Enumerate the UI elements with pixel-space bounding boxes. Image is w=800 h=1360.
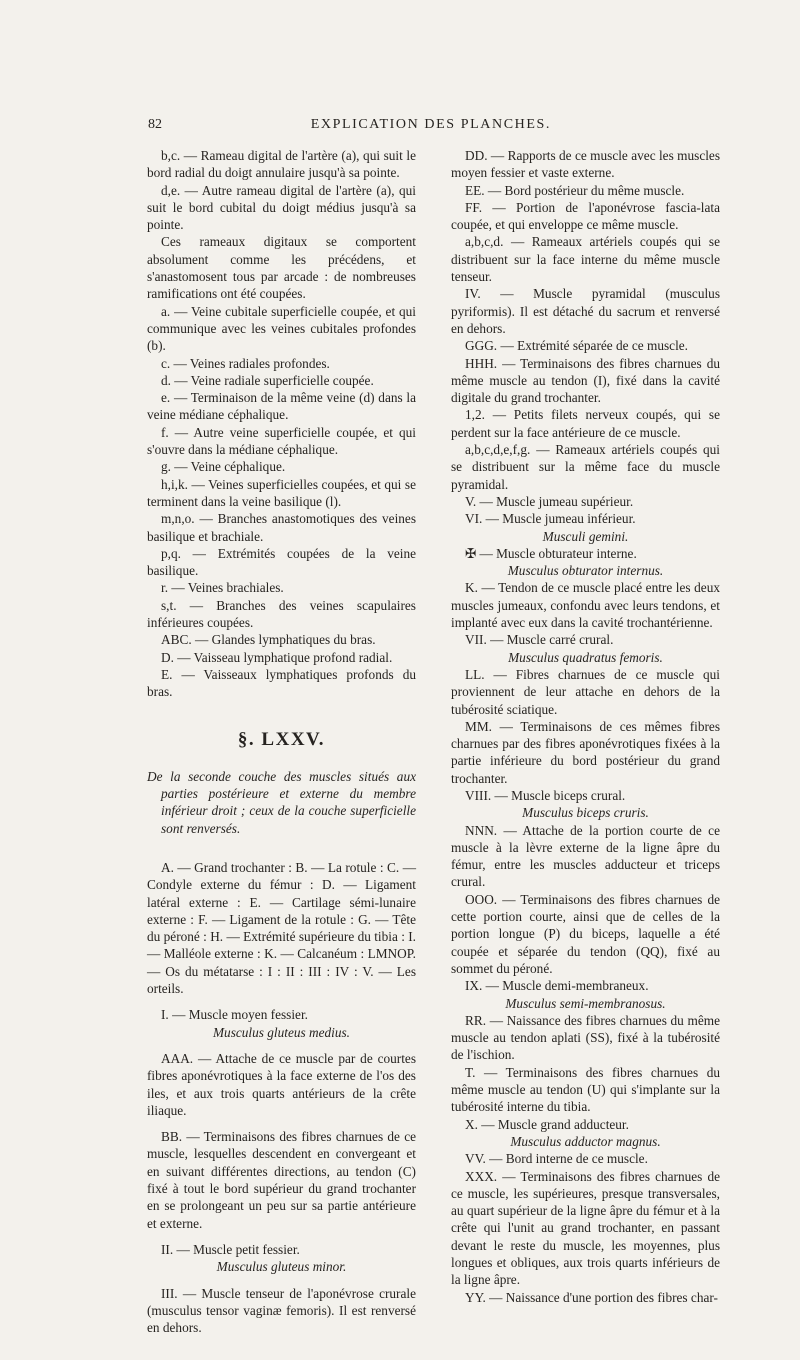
legend-entry: VII. — Muscle carré crural. xyxy=(465,632,614,648)
muscle-entry: BB. — Terminaisons des fibres charnues de ce muscle, lesquelles descendent en convergeant et en suivant différentes directions, au tendon (C) fixé à tout le bord supérieur du grand trochanter en se prolongeant un peu sur sa partie antérieure et externe. xyxy=(147,1129,416,1231)
legend-entry: d,e. — Autre rameau digital de l'artère (a), qui suit le bord cubital du doigt médius jusqu'à sa pointe. xyxy=(147,182,416,233)
muscle-entry: AAA. — Attache de ce muscle par de courtes fibres aponévrotiques à la face externe de l'os des iles, et aux trois quarts antérieurs de la crête iliaque. xyxy=(147,1050,416,1118)
legend-entry: YY. — Naissance d'une portion des fibres char- xyxy=(465,1289,718,1305)
right-column xyxy=(451,147,720,1306)
page-number: 82 xyxy=(148,117,162,132)
legend-entry: h,i,k. — Veines superficielles coupées, et qui se terminent dans la veine basilique (l). xyxy=(147,476,416,509)
legend-entry: EE. — Bord postérieur du même muscle. xyxy=(465,182,685,198)
legend-entry: E. — Vaisseaux lymphatiques profonds du bras. xyxy=(147,666,416,700)
legend-entry: f. — Autre veine superficielle coupée, et qui s'ouvre dans la médiane céphalique. xyxy=(147,424,416,458)
legend-entry: ✠ — Muscle obturateur interne. xyxy=(465,545,637,561)
legend-entry: 1,2. — Petits filets nerveux coupés, qui se perdent sur la face antérieure de ce muscle. xyxy=(451,407,720,440)
legend-entry: HHH. — Terminaisons des fibres charnues du même muscle au tendon (I), fixé dans la cavité digitale du grand trochanter. xyxy=(451,355,720,406)
left-column xyxy=(147,147,416,1336)
legend-entry: RR. — Naissance des fibres charnues du même muscle au tendon aplati (SS), fixé à la tubérosité de l'ischion. xyxy=(451,1012,720,1063)
legend-entry: c. — Veines radiales profondes. xyxy=(161,355,330,371)
latin-muscle-name: Musculus adductor magnus. xyxy=(510,1133,661,1149)
legend-entry: a. — Veine cubitale superficielle coupée, et qui communique avec les veines cubitales profondes (b). xyxy=(147,303,416,354)
latin-muscle-name: Musculus biceps cruris. xyxy=(522,805,649,821)
legend-entry: X. — Muscle grand adducteur. xyxy=(465,1116,629,1132)
legend-entry: a,b,c,d. — Rameaux artériels coupés qui se distribuent sur la face interne du même muscle tenseur. xyxy=(451,234,720,285)
legend-entry: b,c. — Rameau digital de l'artère (a), qui suit le bord radial du doigt annulaire jusqu'à sa pointe. xyxy=(147,148,416,181)
legend-entry: VIII. — Muscle biceps crural. xyxy=(465,787,626,803)
legend-entry: IX. — Muscle demi-membraneux. xyxy=(465,978,649,994)
legend-entry: p,q. — Extrémités coupées de la veine basilique. xyxy=(147,545,416,579)
legend-entry: GGG. — Extrémité séparée de ce muscle. xyxy=(465,338,689,354)
section-summary: De la seconde couche des muscles situés aux parties postérieure et externe du membre inférieur droit ; ceux de la couche superficielle sont renversés. xyxy=(147,768,416,836)
legend-entry: Ces rameaux digitaux se comportent absolument comme les précédens, et s'anastomosent tous par arcade : de nombreuses ramifications ont été coupées. xyxy=(147,234,416,302)
legend-entry: IV. — Muscle pyramidal (musculus pyriformis). Il est détaché du sacrum et renversé en dehors. xyxy=(451,286,720,336)
muscle-entry: III. — Muscle tenseur de l'aponévrose crurale (musculus tensor vaginæ femoris). Il est renversé en dehors. xyxy=(147,1285,416,1336)
legend-entry: DD. — Rapports de ce muscle avec les muscles moyen fessier et vaste externe. xyxy=(451,148,720,181)
legend-entry: T. — Terminaisons des fibres charnues du même muscle au tendon (U) qui s'implante sur la tubérosité interne du tibia. xyxy=(451,1064,720,1115)
muscle-entry: II. — Muscle petit fessier. xyxy=(161,1241,300,1257)
legend-entry: e. — Terminaison de la même veine (d) dans la veine médiane céphalique. xyxy=(147,390,416,423)
page-header xyxy=(148,117,551,135)
section-title: §. LXXV. xyxy=(237,728,326,750)
latin-muscle-name: Musculus gluteus medius. xyxy=(212,1024,351,1040)
legend-entry: OOO. — Terminaisons des fibres charnues de cette portion courte, ainsi que de celles de la portion longue (P) du biceps, laquelle a été coupée et séparée du tendon (QQ), fixé au sommet du péroné. xyxy=(451,891,720,976)
legend-entry: K. — Tendon de ce muscle placé entre les deux muscles jumeaux, confondu avec leurs tendons, et implanté avec eux dans la cavité trochantérienne. xyxy=(451,580,720,631)
left-paragraph-list xyxy=(147,147,416,701)
latin-muscle-name: Musculus obturator internus. xyxy=(507,563,664,579)
running-head: EXPLICATION DES PLANCHES. xyxy=(310,117,551,132)
legend-entry: g. — Veine céphalique. xyxy=(161,459,286,475)
legend-entry: a,b,c,d,e,f,g. — Rameaux artériels coupés qui se distribuent sur la même face du muscle pyramidal. xyxy=(451,442,720,492)
legend-entry: NNN. — Attache de la portion courte de ce muscle à la lèvre externe de la ligne âpre du fémur, entre les muscles adducteur et triceps crural. xyxy=(451,822,720,890)
latin-muscle-name: Musculi gemini. xyxy=(542,528,629,544)
latin-muscle-name: Musculus quadratus femoris. xyxy=(508,649,663,665)
legend-entry: VV. — Bord interne de ce muscle. xyxy=(465,1151,648,1167)
latin-muscle-name: Musculus semi-membranosus. xyxy=(505,995,666,1011)
legend-entry: D. — Vaisseau lymphatique profond radial. xyxy=(161,649,393,665)
legend-entry: ABC. — Glandes lymphatiques du bras. xyxy=(161,632,376,648)
legend-entry: m,n,o. — Branches anastomotiques des veines basilique et brachiale. xyxy=(147,511,416,544)
legend-entry: MM. — Terminaisons de ces mêmes fibres charnues par des fibres aponévrotiques fixées à la partie inférieure du bord postérieur du grand trochanter. xyxy=(451,718,720,786)
legend-entry: LL. — Fibres charnues de ce muscle qui proviennent de leur attache en dehors de la tubérosité sciatique. xyxy=(451,666,720,717)
latin-muscle-name: Musculus gluteus minor. xyxy=(216,1259,347,1275)
muscle-entry: I. — Muscle moyen fessier. xyxy=(161,1007,308,1023)
legend-entry: r. — Veines brachiales. xyxy=(161,580,284,596)
legend-entry: d. — Veine radiale superficielle coupée. xyxy=(161,372,374,388)
bones-legend-paragraph: A. — Grand trochanter : B. — La rotule : C. — Condyle externe du fémur : D. — Ligament latéral externe : E. — Cartilage sémi-lunaire externe : F. — Ligament de la rotule : G. — Tête du péroné : H. — Extrémité supérieure du tibia : I. — Malléole externe : K. — Calcanéum : LMNOP. — Os du métatarse : I : II : III : IV : V. — Les orteils. xyxy=(147,859,416,997)
legend-entry: V. — Muscle jumeau supérieur. xyxy=(465,493,634,509)
legend-entry: VI. — Muscle jumeau inférieur. xyxy=(465,511,636,527)
legend-entry: FF. — Portion de l'aponévrose fascia-lata coupée, et qui enveloppe ce même muscle. xyxy=(451,199,720,233)
legend-entry: s,t. — Branches des veines scapulaires inférieures coupées. xyxy=(147,597,416,631)
legend-entry: XXX. — Terminaisons des fibres charnues de ce muscle, les supérieures, presque transversales, au quart supérieur de la ligne âpre du fémur et à la crête qui l'unit au grand trochanter, en passant devant le reste du muscle, les moyennes, plus longues et obliques, aux trois quarts inférieurs de la ligne âpre. xyxy=(451,1168,720,1288)
